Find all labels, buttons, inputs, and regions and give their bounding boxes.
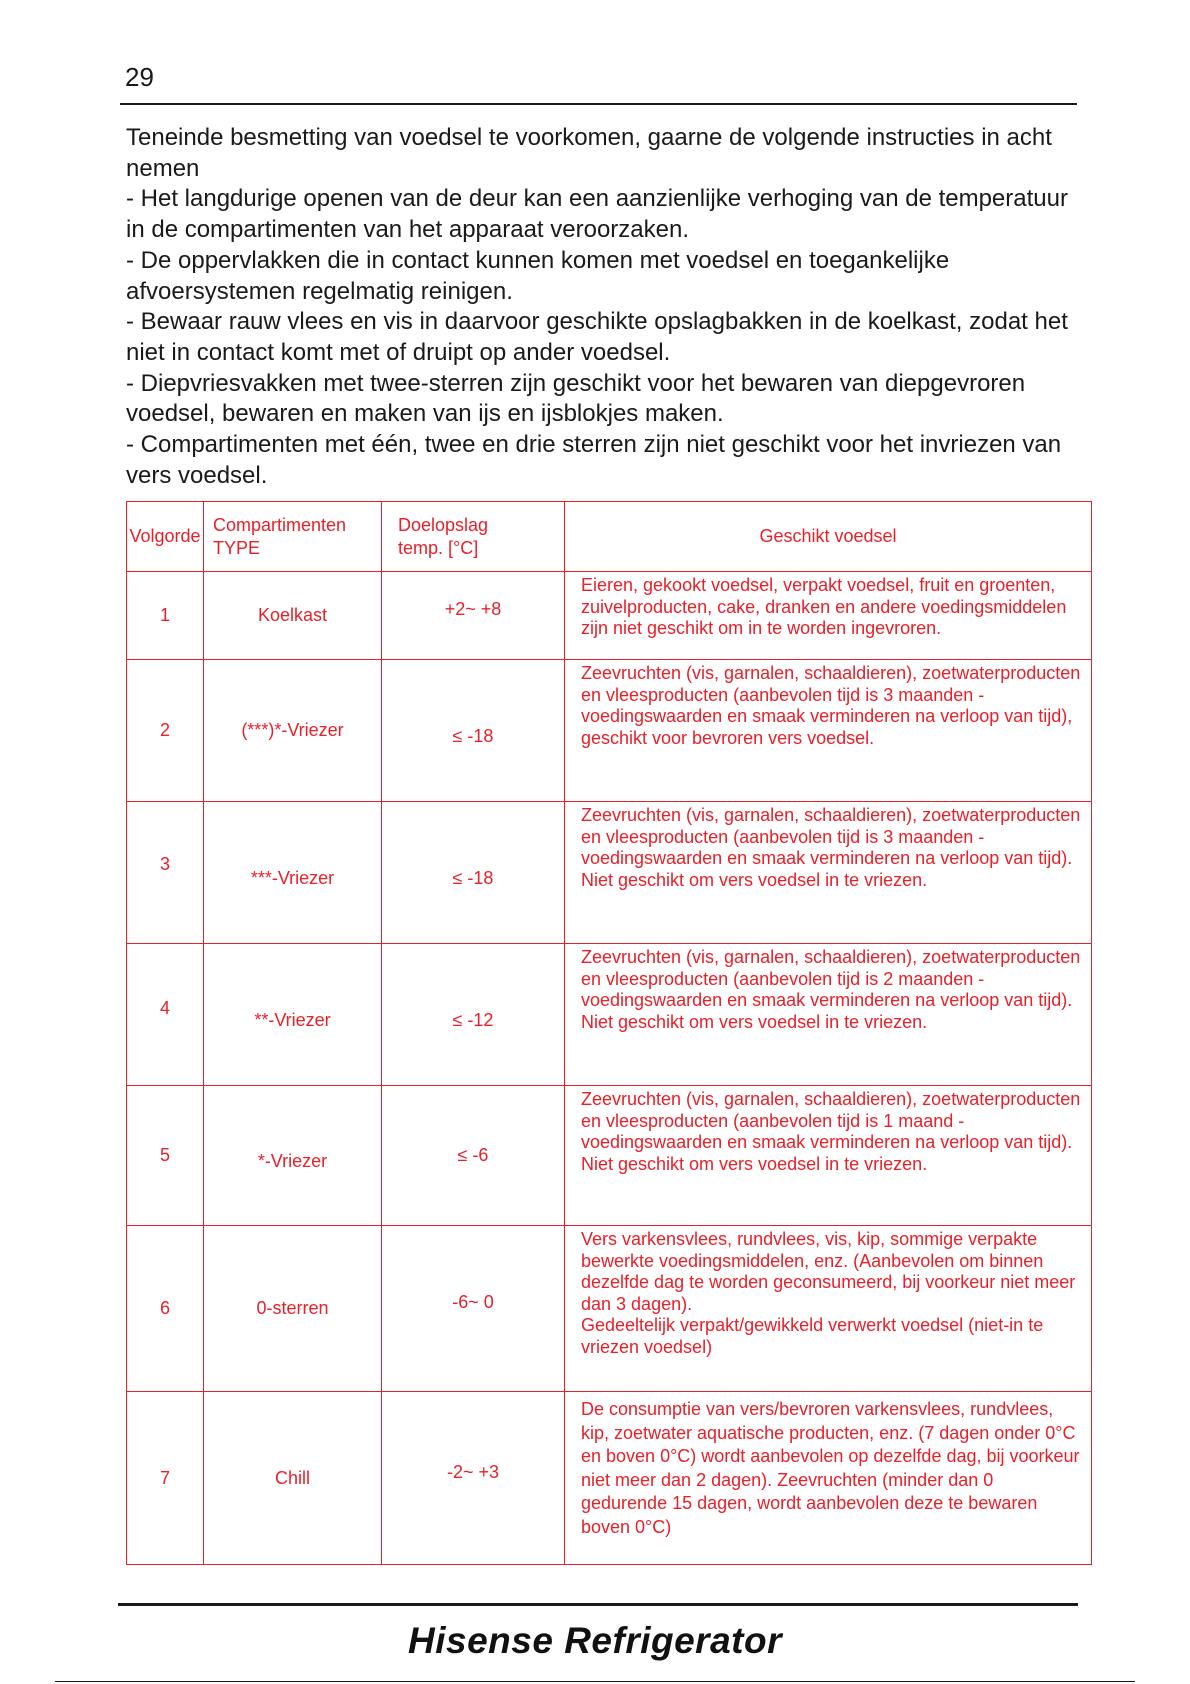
storage-table xyxy=(126,501,1092,1565)
row-type: Chill xyxy=(204,1392,382,1565)
header-type xyxy=(204,502,382,572)
row-order: 1 xyxy=(127,572,204,660)
row-type: 0-sterren xyxy=(204,1226,382,1392)
table-header-row xyxy=(127,502,1092,572)
row-type: **-Vriezer xyxy=(204,944,382,1086)
table-row xyxy=(127,1392,1092,1565)
page-bottom-line xyxy=(55,1681,1135,1682)
header-type-line2: TYPE xyxy=(213,537,261,558)
row-order: 2 xyxy=(127,660,204,802)
row-order: 7 xyxy=(127,1392,204,1565)
intro-paragraph: - Bewaar rauw vlees en vis in daarvoor geschikte opslagbakken in de koelkast, zodat het niet in contact komt met of druipt op ander voedsel. xyxy=(126,308,1068,366)
row-order: 3 xyxy=(127,802,204,944)
intro-paragraph: - Diepvriesvakken met twee-sterren zijn geschikt voor het bewaren van diepgevroren voedsel, bewaren en maken van ijs en ijsblokjes maken. xyxy=(126,369,1026,428)
row-temp: ≤ -18 xyxy=(382,660,565,802)
row-type: *-Vriezer xyxy=(204,1086,382,1226)
header-temp-line1: Doelopslag xyxy=(398,514,489,535)
header-type-line1: Compartimenten xyxy=(213,514,347,535)
table-row xyxy=(127,944,1092,1086)
row-food: Zeevruchten (vis, garnalen, schaaldieren), zoetwaterproducten en vleesproducten (aanbevolen tijd is 3 maanden - voedingswaarden en smaak verminderen na verloop van tijd). Niet geschikt om vers voedsel in te vriezen. xyxy=(565,802,1092,944)
footer-divider xyxy=(118,1603,1078,1606)
row-type: Koelkast xyxy=(204,572,382,660)
row-temp: -6~ 0 xyxy=(382,1226,565,1392)
table-row xyxy=(127,660,1092,802)
intro-paragraph: - De oppervlakken die in contact kunnen komen met voedsel en toegankelijke afvoersystemen regelmatig reinigen. xyxy=(126,246,950,305)
row-temp: ≤ -6 xyxy=(382,1086,565,1226)
row-temp: -2~ +3 xyxy=(382,1392,565,1565)
intro-text xyxy=(126,123,1086,491)
row-food: Zeevruchten (vis, garnalen, schaaldieren), zoetwaterproducten en vleesproducten (aanbevolen tijd is 3 maanden - voedingswaarden en smaak verminderen na verloop van tijd), geschikt voor bevroren vers voedsel. xyxy=(565,660,1092,802)
row-order: 5 xyxy=(127,1086,204,1226)
intro-paragraph: - Compartimenten met één, twee en drie sterren zijn niet geschikt voor het invriezen van vers voedsel. xyxy=(126,431,1062,489)
row-food: Zeevruchten (vis, garnalen, schaaldieren), zoetwaterproducten en vleesproducten (aanbevolen tijd is 2 maanden - voedingswaarden en smaak verminderen na verloop van tijd). Niet geschikt om vers voedsel in te vriezen. xyxy=(565,944,1092,1086)
header-temp xyxy=(382,502,565,572)
intro-paragraph: Teneinde besmetting van voedsel te voorkomen, gaarne de volgende instructies in acht nemen xyxy=(126,124,1052,182)
header-order: Volgorde xyxy=(127,502,204,572)
row-food: De consumptie van vers/bevroren varkensvlees, rundvlees, kip, zoetwater aquatische producten, enz. (7 dagen onder 0°C en boven 0°C) wordt aanbevolen op dezelfde dag, bij voorkeur niet meer dan 2 dagen). Zeevruchten (minder dan 0 gedurende 15 dagen, wordt aanbevolen deze te bewaren boven 0°C) xyxy=(565,1392,1092,1565)
table-row xyxy=(127,572,1092,660)
row-food: Eieren, gekookt voedsel, verpakt voedsel, fruit en groenten, zuivelproducten, cake, dranken en andere voedingsmiddelen zijn niet geschikt om in te worden ingevroren. xyxy=(565,572,1092,660)
row-food: Zeevruchten (vis, garnalen, schaaldieren), zoetwaterproducten en vleesproducten (aanbevolen tijd is 1 maand - voedingswaarden en smaak verminderen na verloop van tijd). Niet geschikt om vers voedsel in te vriezen. xyxy=(565,1086,1092,1226)
header-temp-line2: temp. [°C] xyxy=(398,537,479,558)
row-temp: ≤ -12 xyxy=(382,944,565,1086)
row-order: 6 xyxy=(127,1226,204,1392)
table-row xyxy=(127,1086,1092,1226)
row-type: ***-Vriezer xyxy=(204,802,382,944)
brand-logo: Hisense Refrigerator xyxy=(408,1620,782,1661)
row-food-main: Vers varkensvlees, rundvlees, vis, kip, sommige verpakte bewerkte voedingsmiddelen, enz. (Aanbevolen om binnen dezelfde dag te worden geconsumeerd, bij voorkeur niet meer dan 3 dagen). xyxy=(581,1229,1076,1314)
row-food xyxy=(565,1226,1092,1392)
row-type: (***)*-Vriezer xyxy=(204,660,382,802)
header-food: Geschikt voedsel xyxy=(565,502,1092,572)
table-row xyxy=(127,1226,1092,1392)
row-food-extra: Gedeeltelijk verpakt/gewikkeld verwerkt voedsel (niet-in te vriezen voedsel) xyxy=(581,1315,1044,1357)
row-order: 4 xyxy=(127,944,204,1086)
page-number: 29 xyxy=(125,62,154,92)
intro-paragraph: - Het langdurige openen van de deur kan een aanzienlijke verhoging van de temperatuur in de compartimenten van het apparaat veroorzaken. xyxy=(126,185,1068,244)
row-temp: +2~ +8 xyxy=(382,572,565,660)
header-divider xyxy=(120,103,1077,105)
row-temp: ≤ -18 xyxy=(382,802,565,944)
table-row xyxy=(127,802,1092,944)
